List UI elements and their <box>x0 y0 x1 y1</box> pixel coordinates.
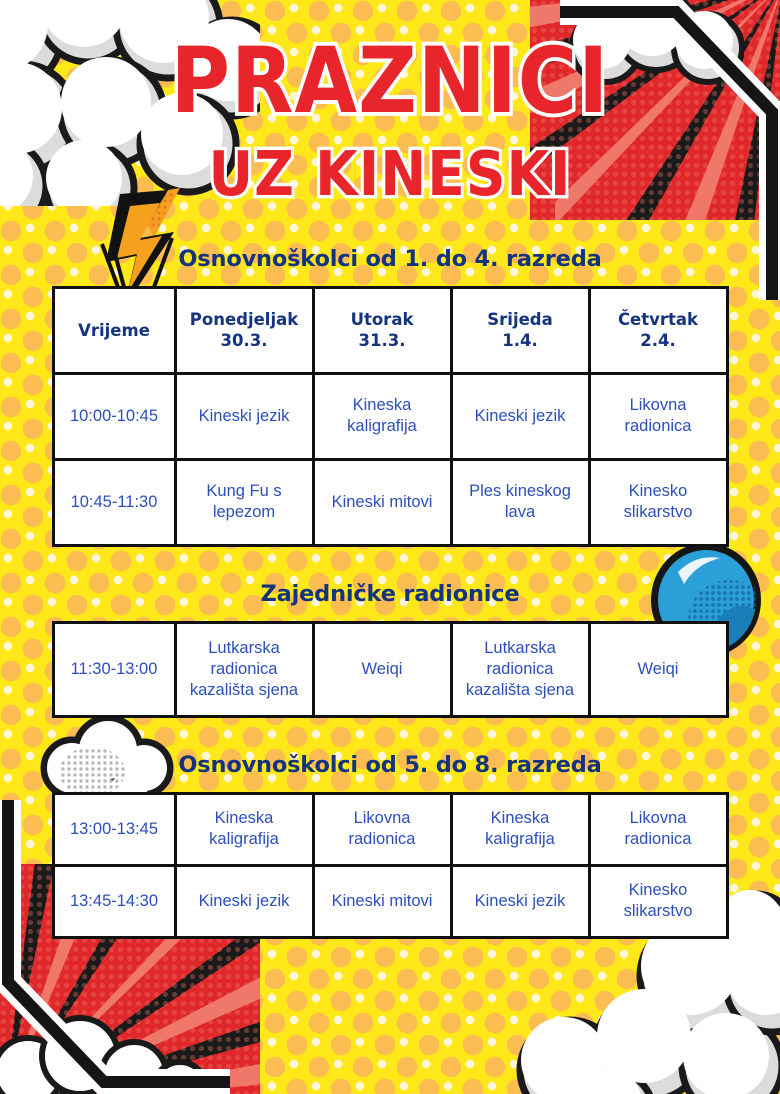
schedule-table-grades-5-8 <box>52 792 729 939</box>
activity-cell: Kinesko slikarstvo <box>589 865 727 937</box>
time-slot-cell: 13:00-13:45 <box>53 793 175 865</box>
activity-cell: Likovna radionica <box>589 373 727 459</box>
activity-cell: Kineski jezik <box>451 865 589 937</box>
activity-cell: Kineski jezik <box>175 373 313 459</box>
header-date-label: 2.4. <box>640 331 676 351</box>
activity-cell: Likovna radionica <box>313 793 451 865</box>
table-row <box>53 373 727 459</box>
header-date-label: 1.4. <box>502 331 538 351</box>
table-row <box>53 459 727 545</box>
section-heading-1: Osnovnoškolci od 1. do 4. razreda <box>178 245 602 272</box>
header-date-label: 30.3. <box>220 331 268 351</box>
activity-cell: Kineski jezik <box>175 865 313 937</box>
activity-cell: Kineska kaligrafija <box>451 793 589 865</box>
activity-cell: Kineski mitovi <box>313 459 451 545</box>
time-slot-cell: 10:00-10:45 <box>53 373 175 459</box>
column-header-wednesday <box>451 287 589 373</box>
column-header-thursday <box>589 287 727 373</box>
schedule-table-shared-workshops <box>52 621 729 718</box>
column-header-tuesday <box>313 287 451 373</box>
activity-cell: Lutkarska radionica kazališta sjena <box>451 622 589 716</box>
activity-cell: Likovna radionica <box>589 793 727 865</box>
table-row <box>53 865 727 937</box>
activity-cell: Weiqi <box>313 622 451 716</box>
activity-cell: Lutkarska radionica kazališta sjena <box>175 622 313 716</box>
poster-title-main: PRAZNICI <box>170 29 610 135</box>
activity-cell: Kinesko slikarstvo <box>589 459 727 545</box>
column-header-monday <box>175 287 313 373</box>
activity-cell: Kineska kaligrafija <box>175 793 313 865</box>
activity-cell: Ples kineskog lava <box>451 459 589 545</box>
column-header-time <box>53 287 175 373</box>
section-heading-3: Osnovnoškolci od 5. do 8. razreda <box>178 751 602 778</box>
activity-cell: Weiqi <box>589 622 727 716</box>
header-day-label: Ponedjeljak <box>189 310 299 329</box>
table-row <box>53 622 727 716</box>
table-header-row <box>53 287 727 373</box>
time-slot-cell: 13:45-14:30 <box>53 865 175 937</box>
schedule-table-grades-1-4 <box>52 286 729 547</box>
time-slot-cell: 10:45-11:30 <box>53 459 175 545</box>
header-day-label: Srijeda <box>487 310 553 329</box>
activity-cell: Kineski mitovi <box>313 865 451 937</box>
activity-cell: Kineska kaligrafija <box>313 373 451 459</box>
section-heading-2: Zajedničke radionice <box>260 580 520 607</box>
poster-title-sub: UZ KINESKI <box>208 138 572 210</box>
cloud-icon-bottom-left <box>0 1002 214 1094</box>
poster-title-block <box>0 0 780 210</box>
header-day-label: Četvrtak <box>617 310 699 329</box>
activity-cell: Kineski jezik <box>451 373 589 459</box>
time-slot-cell: 11:30-13:00 <box>53 622 175 716</box>
activity-cell: Kung Fu s lepezom <box>175 459 313 545</box>
table-row <box>53 793 727 865</box>
header-day-label: Utorak <box>350 310 414 329</box>
header-date-label: 31.3. <box>358 331 406 351</box>
header-day-label: Vrijeme <box>78 320 150 340</box>
